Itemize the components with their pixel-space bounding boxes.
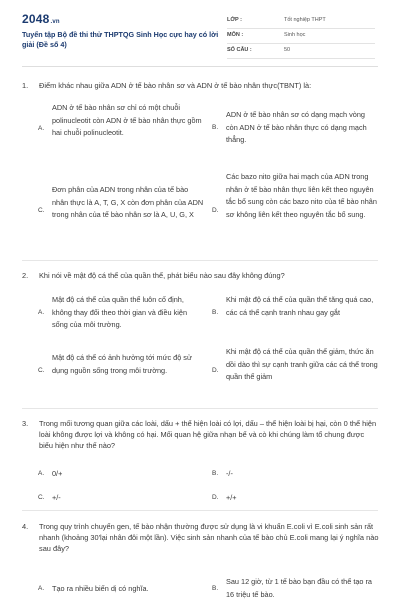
question-divider <box>22 260 378 261</box>
option-text: Tạo ra nhiều biến dị có nghĩa. <box>52 584 149 593</box>
option-letter: B. <box>212 124 219 131</box>
option-letter: A. <box>38 470 45 477</box>
option-text: Đơn phân của ADN trong nhân của tế bào nhân thực là A, T, G, X còn đơn phân của ADN trong nhân của tế bào nhân sơ là A, U, G, X <box>52 185 204 219</box>
meta-value: 50 <box>284 47 291 53</box>
question-text: Trong quy trình chuyển gen, tế bào nhận thường được sử dụng là vi khuẩn E.coli vì E.coli sinh sản rất nhanh (khoảng 30'lại nhân đôi một lần). Việc sinh sản nhanh của tế bào chủ E.coli mang lại ý nghĩa nào sau đây? <box>39 522 379 553</box>
exam-meta-table <box>227 14 375 59</box>
question-number: 1. <box>22 81 29 90</box>
meta-row-class <box>227 14 375 29</box>
meta-value: Sinh học <box>284 32 306 38</box>
site-logo[interactable] <box>22 12 60 26</box>
option-text: Sau 12 giờ, từ 1 tế bào bạn đầu có thể tạo ra 16 triệu tế bào. <box>226 577 372 599</box>
option-text: Khi mật độ cá thể của quần thể giảm, thức ăn dồi dào thì sự cạnh tranh giữa các cá thể trong quần thể giảm <box>226 347 378 381</box>
question-text: Khi nói về mật độ cá thể của quần thể, phát biểu nào sau đây không đúng? <box>39 271 285 280</box>
question-text: Điểm khác nhau giữa ADN ở tế bào nhân sơ và ADN ở tế bào nhân thực(TBNT) là: <box>39 81 312 90</box>
header-divider <box>22 66 378 67</box>
option-text: Các bazo nito giữa hai mạch của ADN trong nhân ở tế bào nhân thực liên kết theo nguyên tắc bổ sung còn các bazo nito của tế bào nhân sơ không liên kết theo nguyên tắc bổ sung. <box>226 172 377 219</box>
option-text: Mật độ cá thể của quần thể luôn cố định, không thay đổi theo thời gian và điều kiện sống của môi trường. <box>52 295 188 329</box>
option-letter: D. <box>212 367 219 374</box>
option-letter: D. <box>212 207 219 214</box>
option-text: ADN ở tế bào nhân sơ có dạng mạch vòng còn ADN ở tế bào nhân thực có dạng mạch thẳng. <box>226 110 367 144</box>
option-letter: A. <box>38 585 45 592</box>
option-letter: C. <box>38 367 45 374</box>
meta-row-subject <box>227 29 375 44</box>
option-text: ADN ở tế bào nhân sơ chỉ có một chuỗi polinucleotit còn ADN ở tế bào nhân thực gồm hai chuỗi polinucleotit. <box>52 103 202 137</box>
meta-row-count <box>227 44 375 59</box>
option-letter: B. <box>212 309 219 316</box>
question-divider <box>22 510 378 511</box>
option-text: +/- <box>52 493 61 502</box>
option-letter: A. <box>38 125 45 132</box>
option-text: 0/+ <box>52 469 63 478</box>
question-text: Trong mối tương quan giữa các loài, dấu + thể hiện loài có lợi, dấu – thể hiện loài bị hại, còn 0 thể hiện loài không được lợi và không có hại. Mối quan hệ giữa nhạn bể và cò khi chúng làm tổ chung được biểu hiện như thế nào? <box>39 419 377 450</box>
option-letter: C. <box>38 207 45 214</box>
option-letter: C. <box>38 494 45 501</box>
option-text: -/- <box>226 469 233 478</box>
option-letter: A. <box>38 309 45 316</box>
document-title: Tuyển tập Bộ đề thi thử THPTQG Sinh Học cực hay có lời giải (Đề số 4) <box>22 30 219 49</box>
logo-suffix: .vn <box>50 19 60 25</box>
question-number: 3. <box>22 419 29 428</box>
meta-value: Tốt nghiệp THPT <box>284 17 326 23</box>
question-number: 2. <box>22 271 29 280</box>
option-text: Khi mật độ cá thể của quần thể tăng quá cao, các cá thể cạnh tranh nhau gay gắt <box>226 295 374 317</box>
exam-header <box>0 0 400 60</box>
question-number: 4. <box>22 522 29 531</box>
option-letter: B. <box>212 470 219 477</box>
logo-main: 2048 <box>22 12 50 26</box>
question-divider <box>22 408 378 409</box>
option-letter: B. <box>212 585 219 592</box>
option-letter: D. <box>212 494 219 501</box>
option-text: +/+ <box>226 493 237 502</box>
meta-key: MÔN : <box>227 32 244 38</box>
meta-key: SỐ CÂU : <box>227 47 252 53</box>
meta-key: LỚP : <box>227 17 242 23</box>
option-text: Mật độ cá thể có ảnh hưởng tới mức độ sử dụng nguồn sống trong môi trường. <box>52 353 192 375</box>
